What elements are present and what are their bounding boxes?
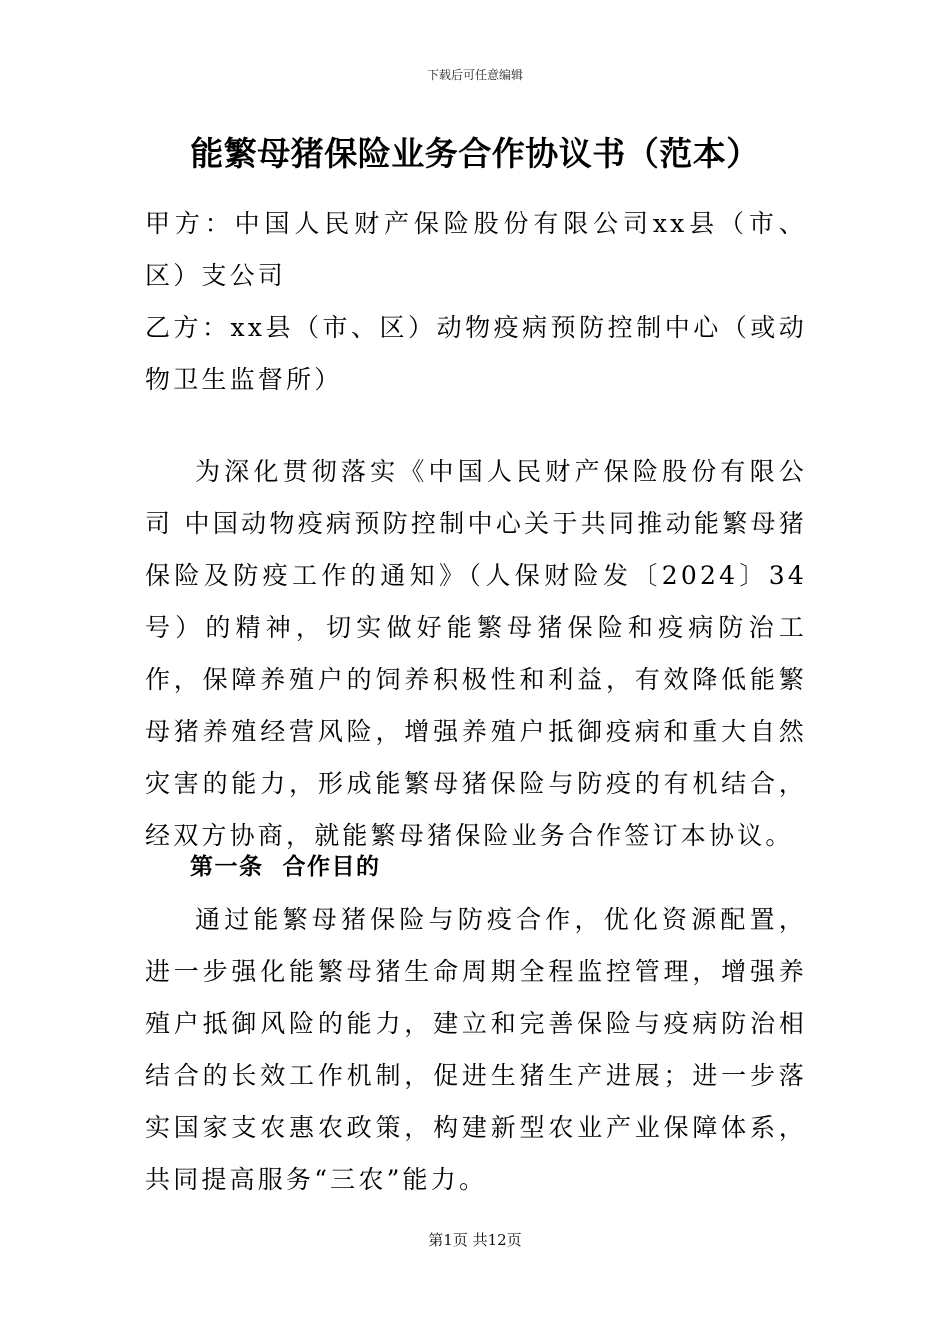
header-note: 下载后可任意编辑 xyxy=(426,68,523,82)
party-b: 乙方：xx县（市、区）动物疫病预防控制中心（或动物卫生监督所） xyxy=(145,313,807,394)
section-heading: 第一条 合作目的 xyxy=(190,854,381,880)
party-a: 甲方：中国人民财产保险股份有限公司xx县（市、区）支公司 xyxy=(145,209,807,290)
section-paragraph: 通过能繁母猪保险与防疫合作，优化资源配置，进一步强化能繁母猪生命周期全程监控管理，增强养殖户抵御风险的能力，建立和完善保险与疫病防治相结合的长效工作机制，促进生猪生产进展；进一步落实国家支农惠农政策，构建新型农业产业保障体系，共同提高服务“三农”能力。 xyxy=(145,905,807,1194)
document-title: 能繁母猪保险业务合作协议书（范本） xyxy=(190,134,760,173)
page-number: 第1页 共12页 xyxy=(428,1231,522,1249)
intro-paragraph: 为深化贯彻落实《中国人民财产保险股份有限公司 中国动物疫病预防控制中心关于共同推动能繁母猪保险及防疫工作的通知》（人保财险发〔2024〕34号）的精神，切实做好能繁母猪保险和疫病防治工作，保障养殖户的饲养积极性和利益，有效降低能繁母猪养殖经营风险，增强养殖户抵御疫病和重大自然灾害的能力，形成能繁母猪保险与防疫的有机结合，经双方协商，就能繁母猪保险业务合作签订本协议。 xyxy=(145,457,807,850)
